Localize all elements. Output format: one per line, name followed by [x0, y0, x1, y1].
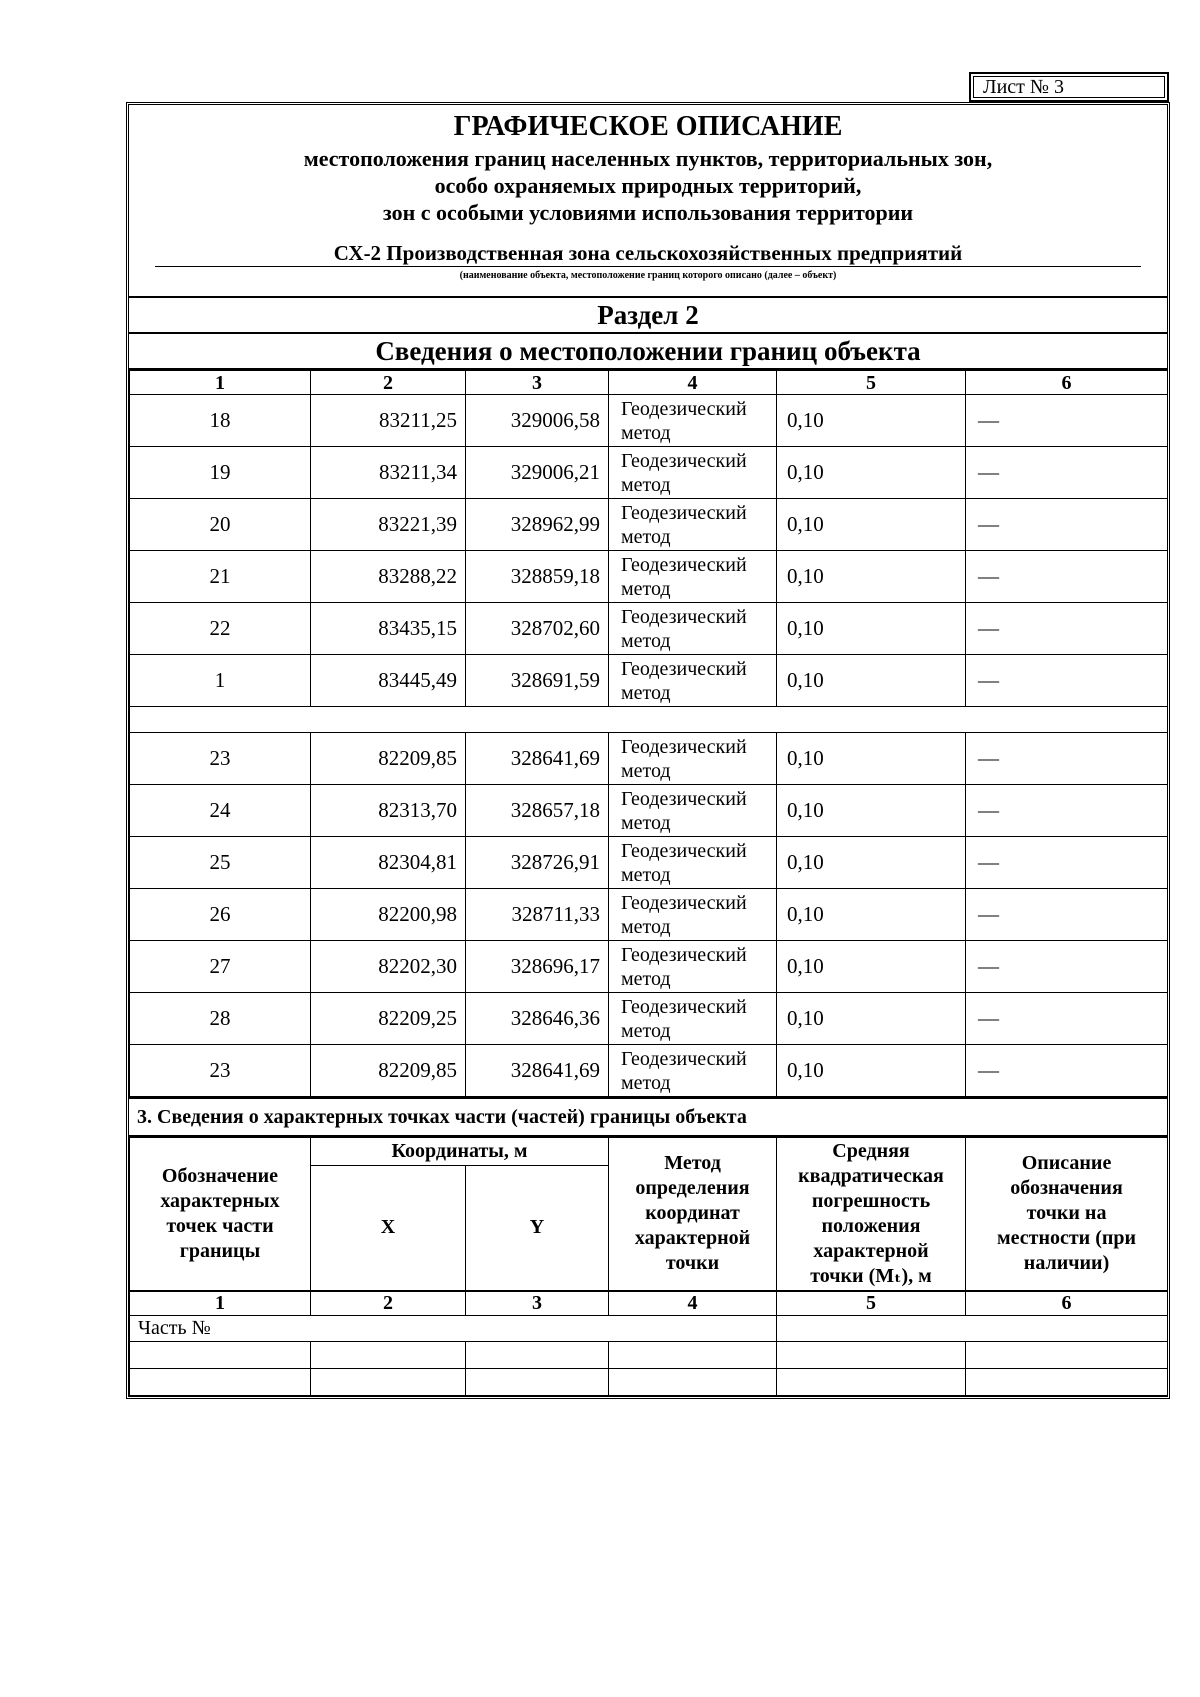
method-line: метод: [621, 577, 671, 600]
method-line: метод: [621, 681, 671, 704]
header-x: X: [311, 1166, 466, 1291]
point-number: 28: [130, 993, 311, 1045]
coordinate-x: 82200,98: [311, 889, 466, 941]
sheet-number-box: [969, 72, 1169, 102]
method: [609, 447, 777, 499]
point-description: —: [966, 889, 1168, 941]
accuracy: 0,10: [777, 395, 966, 447]
empty-row: [130, 1341, 1168, 1368]
column-number: 4: [609, 371, 777, 395]
part-label-empty: [777, 1315, 1168, 1341]
method-line: метод: [621, 915, 671, 938]
accuracy: 0,10: [777, 447, 966, 499]
method: [609, 837, 777, 889]
method: [609, 395, 777, 447]
point-number: 23: [130, 1045, 311, 1097]
part-header-row: [130, 1138, 1168, 1166]
coordinate-y: 328702,60: [466, 603, 609, 655]
accuracy: 0,10: [777, 499, 966, 551]
object-name-caption: (наименование объекта, местоположение границ которого описано (далее – объект): [459, 270, 837, 281]
method-line: метод: [621, 629, 671, 652]
method-line: метод: [621, 525, 671, 548]
point-number: 22: [130, 603, 311, 655]
method: [609, 733, 777, 785]
column-number: 4: [609, 1291, 777, 1316]
header-y: Y: [466, 1166, 609, 1291]
method: [609, 499, 777, 551]
coordinate-x: 82209,25: [311, 993, 466, 1045]
method-line: метод: [621, 1019, 671, 1042]
method-line: Геодезический: [621, 397, 747, 420]
method: [609, 1045, 777, 1097]
column-number: 3: [466, 1291, 609, 1316]
point-description: —: [966, 941, 1168, 993]
point-description: —: [966, 1045, 1168, 1097]
method: [609, 785, 777, 837]
coordinate-y: 328641,69: [466, 733, 609, 785]
method: [609, 655, 777, 707]
method: [609, 551, 777, 603]
coordinate-x: 82209,85: [311, 1045, 466, 1097]
method-line: Геодезический: [621, 501, 747, 524]
method: [609, 993, 777, 1045]
coordinate-y: 329006,58: [466, 395, 609, 447]
header-point-designation: Обозначение характерных точек части границы: [130, 1138, 311, 1291]
subtitle-line: особо охраняемых природных территорий,: [434, 173, 862, 198]
method-line: Геодезический: [621, 657, 747, 680]
point-number: 26: [130, 889, 311, 941]
accuracy: 0,10: [777, 837, 966, 889]
coordinate-x: 82313,70: [311, 785, 466, 837]
point-row: [130, 655, 1168, 707]
point-row: [130, 785, 1168, 837]
method-line: метод: [621, 863, 671, 886]
point-description: —: [966, 837, 1168, 889]
coordinate-y: 328646,36: [466, 993, 609, 1045]
point-description: —: [966, 395, 1168, 447]
coordinate-y: 328962,99: [466, 499, 609, 551]
coordinate-y: 328657,18: [466, 785, 609, 837]
point-row: [130, 1045, 1168, 1097]
point-row: [130, 551, 1168, 603]
point-number: 18: [130, 395, 311, 447]
method-line: Геодезический: [621, 735, 747, 758]
column-number-row: [130, 371, 1168, 395]
column-number: 2: [311, 371, 466, 395]
point-row: [130, 993, 1168, 1045]
coordinate-y: 328691,59: [466, 655, 609, 707]
section-subtitle: Сведения о местоположении границ объекта: [129, 334, 1167, 370]
coordinate-y: 329006,21: [466, 447, 609, 499]
point-number: 24: [130, 785, 311, 837]
coordinate-x: 83445,49: [311, 655, 466, 707]
point-row: [130, 395, 1168, 447]
point-row: [130, 889, 1168, 941]
accuracy: 0,10: [777, 733, 966, 785]
method-line: метод: [621, 811, 671, 834]
part-label-row: [130, 1315, 1168, 1341]
method-line: Геодезический: [621, 787, 747, 810]
method: [609, 603, 777, 655]
method-line: Геодезический: [621, 891, 747, 914]
point-description: —: [966, 655, 1168, 707]
column-number: 1: [130, 371, 311, 395]
point-number: 19: [130, 447, 311, 499]
boundary-points-table: [129, 370, 1168, 1097]
accuracy: 0,10: [777, 603, 966, 655]
coordinate-x: 82202,30: [311, 941, 466, 993]
accuracy: 0,10: [777, 941, 966, 993]
method-line: метод: [621, 473, 671, 496]
accuracy: 0,10: [777, 655, 966, 707]
point-row: [130, 941, 1168, 993]
method-line: метод: [621, 421, 671, 444]
separator-row: [130, 707, 1168, 733]
column-number: 5: [777, 1291, 966, 1316]
method-line: Геодезический: [621, 449, 747, 472]
coordinate-x: 82304,81: [311, 837, 466, 889]
column-number: 3: [466, 371, 609, 395]
coordinate-y: 328859,18: [466, 551, 609, 603]
point-number: 23: [130, 733, 311, 785]
method-line: Геодезический: [621, 1047, 747, 1070]
point-number: 21: [130, 551, 311, 603]
method-line: Геодезический: [621, 839, 747, 862]
point-description: —: [966, 447, 1168, 499]
subtitle-line: зон с особыми условиями использования территории: [382, 200, 914, 225]
header-method: Метод определения координат характерной точки: [609, 1138, 777, 1291]
point-row: [130, 447, 1168, 499]
method: [609, 889, 777, 941]
coordinate-x: 83211,34: [311, 447, 466, 499]
column-number: 5: [777, 371, 966, 395]
header-coordinates: Координаты, м: [311, 1138, 609, 1166]
point-number: 27: [130, 941, 311, 993]
header-accuracy: Средняя квадратическая погрешность положения характерной точки (Mₜ), м: [777, 1138, 966, 1291]
point-description: —: [966, 551, 1168, 603]
method-line: Геодезический: [621, 553, 747, 576]
part-label: Часть №: [130, 1315, 777, 1341]
column-number: 6: [966, 1291, 1168, 1316]
header-description: Описание обозначения точки на местности (при наличии): [966, 1138, 1168, 1291]
column-number: 6: [966, 371, 1168, 395]
point-description: —: [966, 733, 1168, 785]
accuracy: 0,10: [777, 1045, 966, 1097]
section-title: Раздел 2: [129, 298, 1167, 334]
document-header: [129, 105, 1167, 298]
point-row: [130, 733, 1168, 785]
method: [609, 941, 777, 993]
method-line: Геодезический: [621, 995, 747, 1018]
point-number: 25: [130, 837, 311, 889]
method-line: метод: [621, 1071, 671, 1094]
accuracy: 0,10: [777, 889, 966, 941]
point-description: —: [966, 785, 1168, 837]
coordinate-x: 83435,15: [311, 603, 466, 655]
accuracy: 0,10: [777, 785, 966, 837]
accuracy: 0,10: [777, 551, 966, 603]
column-number: 1: [130, 1291, 311, 1316]
point-description: —: [966, 993, 1168, 1045]
empty-row: [130, 1368, 1168, 1395]
boundary-points-body: [130, 371, 1168, 1097]
sheet-number: Лист № 3: [983, 76, 1064, 98]
point-row: [130, 837, 1168, 889]
point-row: [130, 499, 1168, 551]
column-number-row: [130, 1291, 1168, 1316]
coordinate-x: 83211,25: [311, 395, 466, 447]
point-row: [130, 603, 1168, 655]
point-number: 1: [130, 655, 311, 707]
column-number: 2: [311, 1291, 466, 1316]
coordinate-y: 328696,17: [466, 941, 609, 993]
coordinate-y: 328726,91: [466, 837, 609, 889]
object-name: СХ-2 Производственная зона сельскохозяйственных предприятий: [155, 241, 1141, 267]
coordinate-y: 328641,69: [466, 1045, 609, 1097]
method-line: метод: [621, 967, 671, 990]
point-number: 20: [130, 499, 311, 551]
point-description: —: [966, 499, 1168, 551]
accuracy: 0,10: [777, 993, 966, 1045]
document-subtitle: [129, 145, 1167, 226]
coordinate-x: 83288,22: [311, 551, 466, 603]
document-frame: [126, 102, 1170, 1399]
section3-title: 3. Сведения о характерных точках части (частей) границы объекта: [129, 1097, 1167, 1137]
subtitle-line: местоположения границ населенных пунктов, территориальных зон,: [303, 146, 993, 171]
coordinate-x: 83221,39: [311, 499, 466, 551]
part-points-table: [129, 1137, 1168, 1396]
point-description: —: [966, 603, 1168, 655]
coordinate-x: 82209,85: [311, 733, 466, 785]
method-line: Геодезический: [621, 605, 747, 628]
coordinate-y: 328711,33: [466, 889, 609, 941]
document-title: ГРАФИЧЕСКОЕ ОПИСАНИЕ: [453, 111, 843, 142]
method-line: Геодезический: [621, 943, 747, 966]
method-line: метод: [621, 759, 671, 782]
